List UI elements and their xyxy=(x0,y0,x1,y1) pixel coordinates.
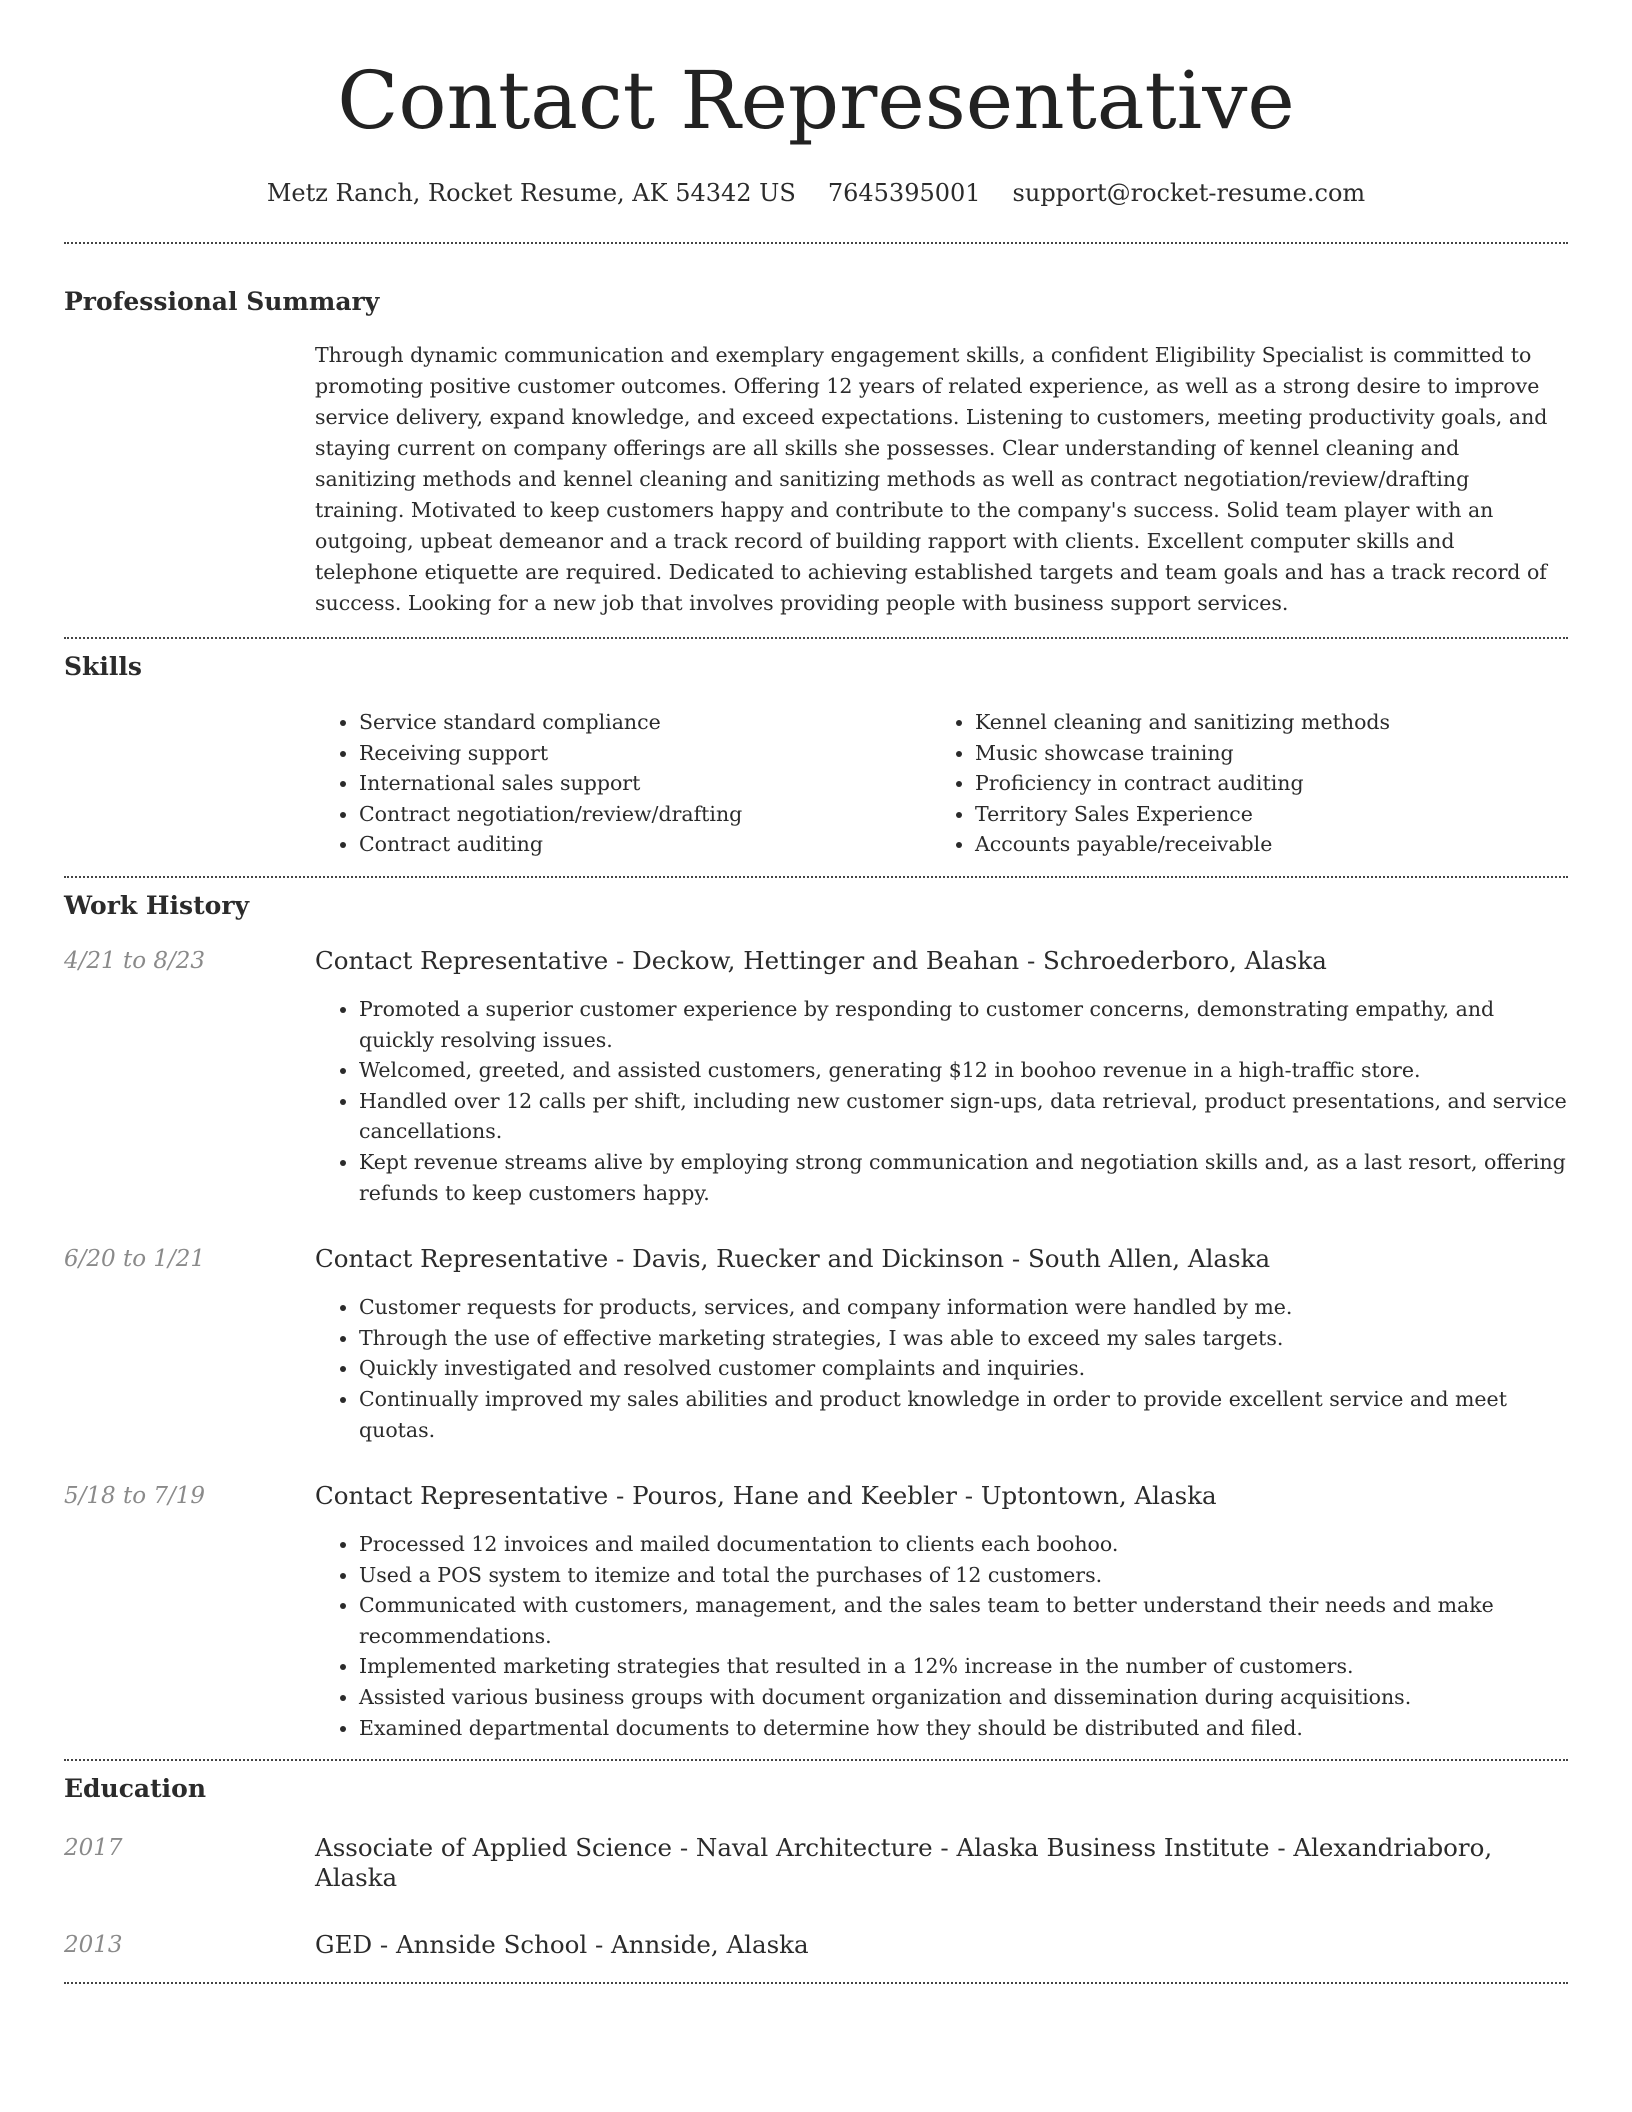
education-entry xyxy=(64,1930,1568,1960)
skill-item: • Accounts payable/receivable xyxy=(975,829,1547,860)
work-history-section xyxy=(64,878,1568,1759)
skills-column-right xyxy=(931,707,1547,860)
job-details xyxy=(315,1244,1568,1445)
skills-column-left xyxy=(315,707,931,860)
job-bullets xyxy=(315,994,1568,1208)
job-entry xyxy=(64,1481,1568,1743)
skill-item: • Contract negotiation/review/drafting xyxy=(359,799,931,830)
job-heading: Contact Representative - Pouros, Hane and Keebler - Uptontown, Alaska xyxy=(315,1481,1217,1511)
job-bullet: • Quickly investigated and resolved customer complaints and inquiries. xyxy=(359,1353,1568,1384)
skill-item: • Service standard compliance xyxy=(359,707,931,738)
section-title-work-history: Work History xyxy=(64,890,250,920)
job-heading: Contact Representative - Davis, Ruecker and Dickinson - South Allen, Alaska xyxy=(315,1244,1271,1274)
summary-text: Through dynamic communication and exemplary engagement skills, a confident Eligibility Specialist is committed to promoting positive customer outcomes. Offering 12 years of related experience, as well as a strong desire to improve service delivery, expand knowledge, and exceed expectations. Listening to customers, meeting productivity goals, and staying current on company offerings are all skills she possesses. Clear understanding of kennel cleaning and sanitizing methods and kennel cleaning and sanitizing methods as well as contract negotiation/review/drafting training. Motivated to keep customers happy and contribute to the company's success. Solid team player with an outgoing, upbeat demeanor and a track record of building rapport with clients. Excellent computer skills and telephone etiquette are required. Dedicated to achieving established targets and team goals and has a track record of success. Looking for a new job that involves providing people with business support services. xyxy=(315,343,1548,615)
skill-item: • Territory Sales Experience xyxy=(975,799,1547,830)
job-bullet: • Welcomed, greeted, and assisted customers, generating $12 in boohoo revenue in a high-traffic store. xyxy=(359,1055,1568,1086)
skill-item: • Receiving support xyxy=(359,738,931,769)
section-title-skills: Skills xyxy=(64,652,142,681)
address-text: Metz Ranch, Rocket Resume, AK 54342 US xyxy=(266,179,796,207)
job-bullet: • Promoted a superior customer experience by responding to customer concerns, demonstrating empathy, and quickly resolving issues. xyxy=(359,994,1568,1055)
education-details: GED - Annside School - Annside, Alaska xyxy=(315,1930,809,1960)
summary-section xyxy=(64,244,1568,619)
job-bullets xyxy=(315,1292,1568,1445)
education-year: 2017 xyxy=(64,1835,123,1862)
education-details: Associate of Applied Science - Naval Architecture - Alaska Business Institute - Alexandriaboro, Alaska xyxy=(315,1833,1493,1893)
job-bullet: • Handled over 12 calls per shift, including new customer sign-ups, data retrieval, product presentations, and service cancellations. xyxy=(359,1086,1568,1147)
phone-text: 7645395001 xyxy=(827,179,981,207)
education-section xyxy=(64,1761,1568,1982)
job-entry xyxy=(64,946,1568,1208)
job-dates: 4/21 to 8/23 xyxy=(64,947,206,974)
job-bullet: • Processed 12 invoices and mailed documentation to clients each boohoo. xyxy=(359,1529,1568,1560)
skill-item: • Contract auditing xyxy=(359,829,931,860)
section-divider xyxy=(64,1982,1568,1984)
job-bullet: • Through the use of effective marketing strategies, I was able to exceed my sales targets. xyxy=(359,1323,1568,1354)
skills-list xyxy=(315,707,1568,860)
email-text: support@rocket-resume.com xyxy=(1012,179,1366,207)
job-bullet: • Kept revenue streams alive by employing strong communication and negotiation skills and, as a last resort, offering refunds to keep customers happy. xyxy=(359,1147,1568,1208)
job-bullet: • Customer requests for products, services, and company information were handled by me. xyxy=(359,1292,1568,1323)
skill-item: • Music showcase training xyxy=(975,738,1547,769)
job-bullets xyxy=(315,1529,1568,1743)
job-dates: 6/20 to 1/21 xyxy=(64,1246,206,1273)
skill-item: • Kennel cleaning and sanitizing methods xyxy=(975,707,1547,738)
skill-item: • Proficiency in contract auditing xyxy=(975,768,1547,799)
job-bullet: • Examined departmental documents to determine how they should be distributed and filed. xyxy=(359,1713,1568,1744)
contact-info xyxy=(64,178,1568,208)
job-bullet: • Continually improved my sales abilities and product knowledge in order to provide excellent service and meet quotas. xyxy=(359,1384,1568,1445)
education-year: 2013 xyxy=(64,1932,123,1959)
candidate-name: Contact Representative xyxy=(337,54,1295,147)
job-heading: Contact Representative - Deckow, Hettinger and Beahan - Schroederboro, Alaska xyxy=(315,945,1327,975)
skills-section xyxy=(64,639,1568,860)
job-entry xyxy=(64,1244,1568,1445)
job-details xyxy=(315,1481,1568,1743)
resume-header xyxy=(64,0,1568,208)
skill-item: • International sales support xyxy=(359,768,931,799)
job-details xyxy=(315,946,1568,1208)
section-title-summary: Professional Summary xyxy=(64,287,380,316)
job-dates: 5/18 to 7/19 xyxy=(64,1483,206,1510)
job-bullet: • Implemented marketing strategies that resulted in a 12% increase in the number of customers. xyxy=(359,1651,1568,1682)
job-bullet: • Assisted various business groups with document organization and dissemination during acquisitions. xyxy=(359,1682,1568,1713)
section-title-education: Education xyxy=(64,1774,207,1804)
job-bullet: • Used a POS system to itemize and total the purchases of 12 customers. xyxy=(359,1560,1568,1591)
job-bullet: • Communicated with customers, management, and the sales team to better understand their needs and make recommendations. xyxy=(359,1590,1568,1651)
education-entry xyxy=(64,1833,1568,1893)
